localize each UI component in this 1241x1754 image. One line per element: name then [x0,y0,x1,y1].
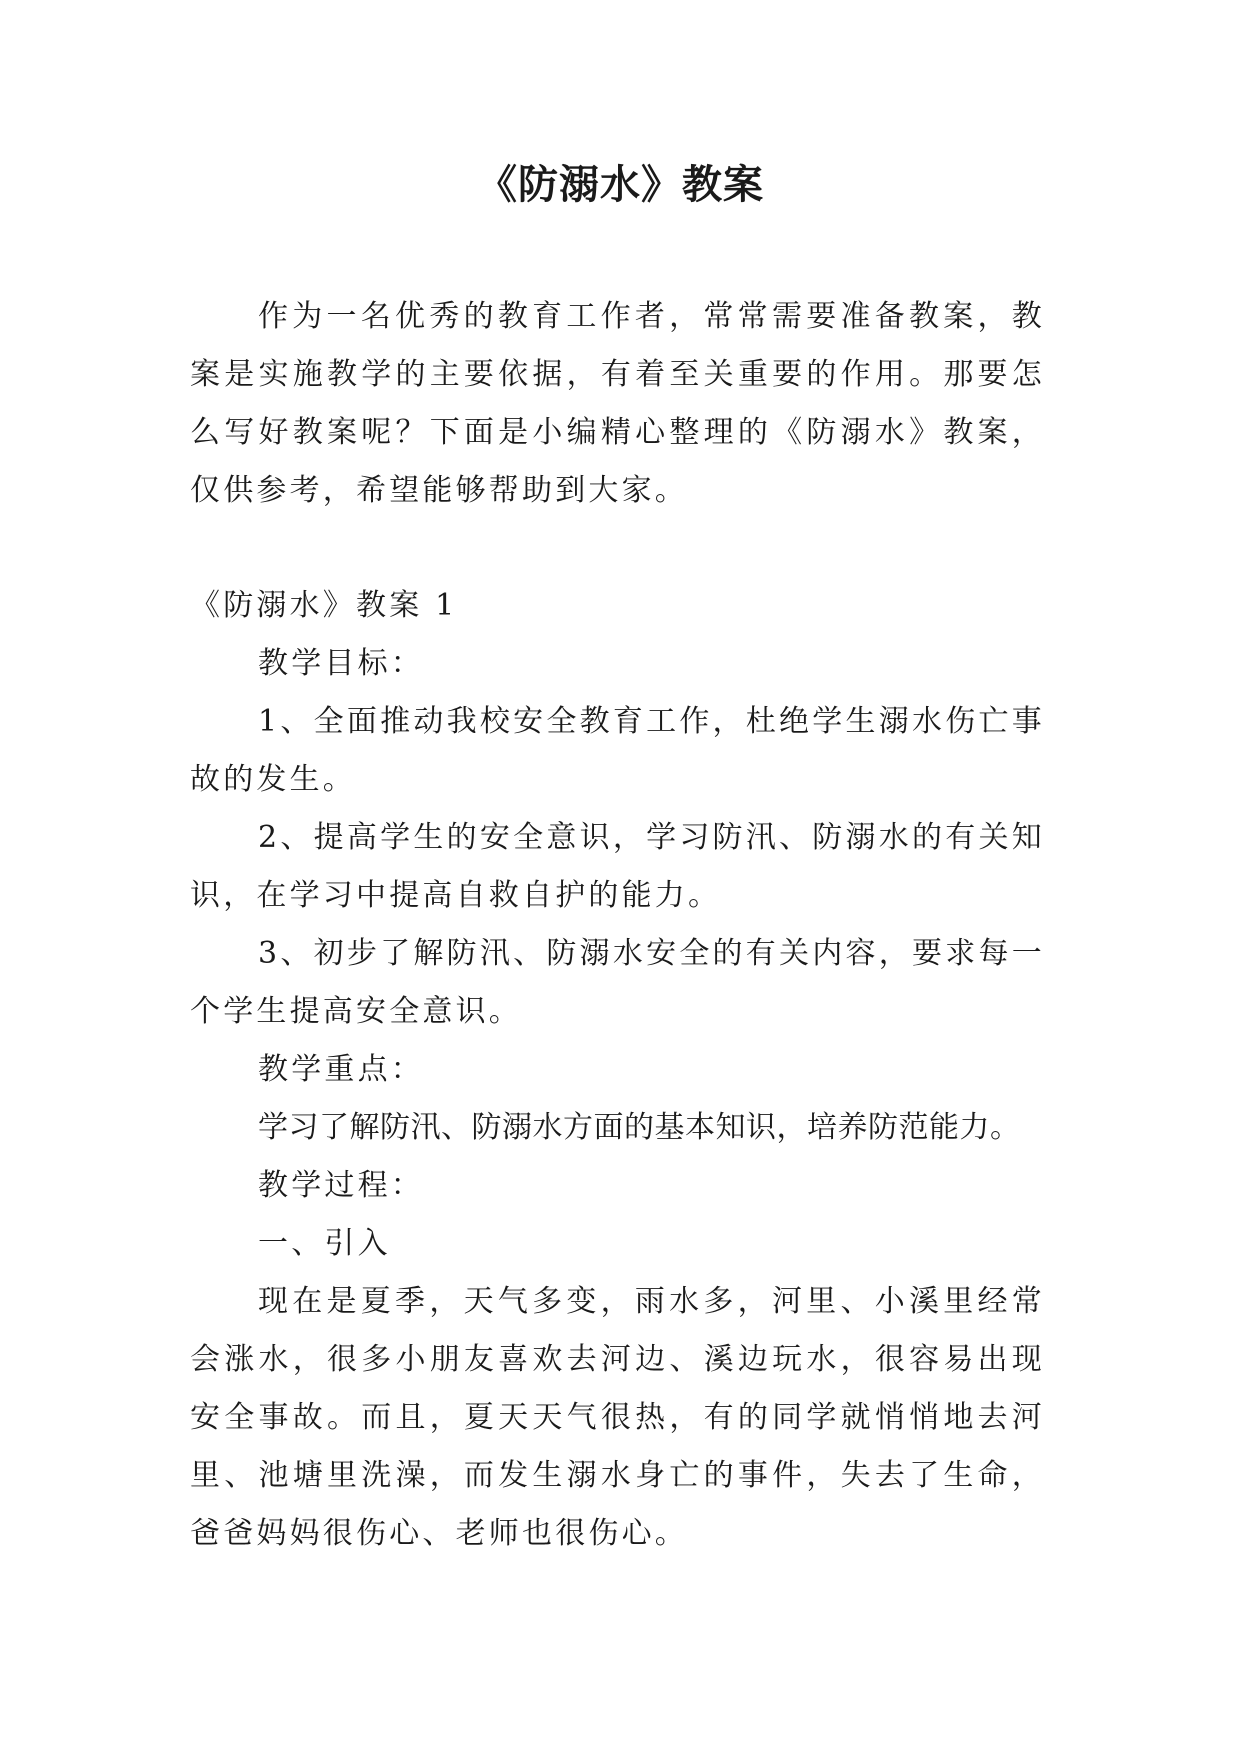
document-title: 《防溺水》教案 [477,162,764,208]
goal-item-1: 1、全面推动我校安全教育工作，杜绝学生溺水伤亡事故的发生。 [190,704,1045,797]
intro-section [190,288,1045,520]
goal-item-2: 2、提高学生的安全意识，学习防汛、防溺水的有关知识，在学习中提高自救自护的能力。 [190,820,1045,913]
focus-text: 学习了解防汛、防溺水方面的基本知识，培养防范能力。 [258,1110,1021,1145]
lesson-section [190,577,1045,1563]
intro-paragraph: 作为一名优秀的教育工作者，常常需要准备教案，教案是实施教学的主要依据，有着至关重要的作用。那要怎么写好教案呢？下面是小编精心整理的《防溺水》教案，仅供参考，希望能够帮助到大家。 [190,299,1045,508]
goals-label: 教学目标： [258,646,424,681]
process-label: 教学过程： [258,1168,424,1203]
goal-item-3: 3、初步了解防汛、防溺水安全的有关内容，要求每一个学生提高安全意识。 [190,936,1045,1029]
focus-label: 教学重点： [258,1052,424,1087]
step1-paragraph: 现在是夏季，天气多变，雨水多，河里、小溪里经常会涨水，很多小朋友喜欢去河边、溪边玩水，很容易出现安全事故。而且，夏天天气很热，有的同学就悄悄地去河里、池塘里洗澡，而发生溺水身亡的事件，失去了生命，爸爸妈妈很伤心、老师也很伤心。 [190,1284,1045,1551]
step1-label: 一、引入 [258,1226,391,1261]
section-heading: 《防溺水》教案 1 [190,588,458,623]
